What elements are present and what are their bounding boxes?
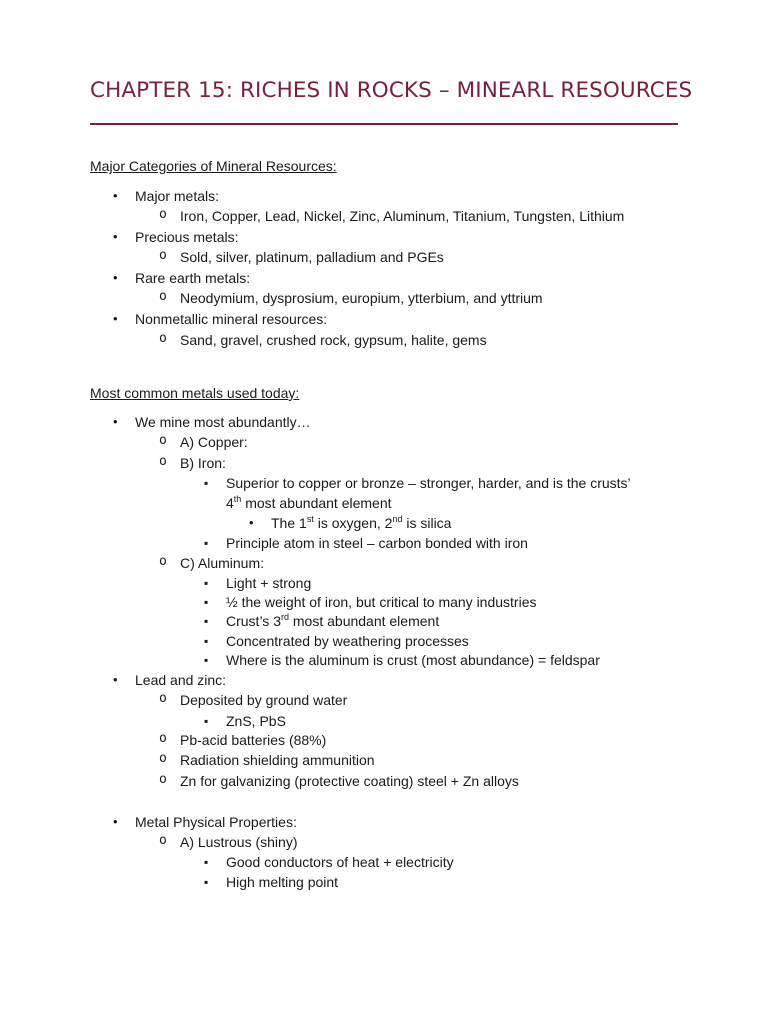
list-item-light-strong: ▪ Light + strong [226,574,311,592]
ordinal-suffix: th [233,494,242,504]
section-heading-major-categories: Major Categories of Mineral Resources: [90,158,337,174]
list-item-nonmetallic-list: o Sand, gravel, crushed rock, gypsum, halite, gems [180,331,487,349]
list-item-iron-superior: ▪ Superior to copper or bronze – stronger, harder, and is the crusts’ [226,474,631,492]
page-title: CHAPTER 15: RICHES IN ROCKS – MINEARL RESOURCES [90,78,693,103]
list-item-precious-metals-list: o Sold, silver, platinum, palladium and PGEs [180,248,444,266]
list-item-zn-galvanizing: o Zn for galvanizing (protective coating) steel + Zn alloys [180,772,519,790]
list-item-rare-earth: • Rare earth metals: [135,269,250,287]
list-item-good-conductors: ▪ Good conductors of heat + electricity [226,853,454,871]
list-item-pb-acid: o Pb-acid batteries (88%) [180,731,326,749]
list-item-lead-zinc: • Lead and zinc: [135,671,226,689]
list-item-iron-superior-cont [226,494,392,512]
list-item-iron: o B) Iron: [180,454,226,472]
list-item-copper: o A) Copper: [180,433,248,451]
list-item-oxygen: • The 1st is oxygen, 2nd is silica [271,514,451,532]
list-item-rare-earth-list: o Neodymium, dysprosium, europium, ytterbium, and yttrium [180,289,543,307]
list-item-aluminum: o C) Aluminum: [180,554,264,572]
list-item-metal-props: • Metal Physical Properties: [135,813,297,831]
list-item-concentrated: ▪ Concentrated by weathering processes [226,632,469,650]
list-item-deposited: o Deposited by ground water [180,691,347,709]
list-item-principle-atom: ▪ Principle atom in steel – carbon bonded with iron [226,534,528,552]
list-item-nonmetallic: • Nonmetallic mineral resources: [135,310,327,328]
list-item-precious-metals: • Precious metals: [135,228,238,246]
list-item-radiation: o Radiation shielding ammunition [180,751,375,769]
list-item-lustrous: o A) Lustrous (shiny) [180,833,297,851]
list-item-crust-3rd: ▪ Crust’s 3rd most abundant element [226,612,439,630]
list-item-we-mine: • We mine most abundantly… [135,413,311,431]
iron-superior-rest: most abundant element [241,495,392,511]
list-item-major-metals-list: o Iron, Copper, Lead, Nickel, Zinc, Aluminum, Titanium, Tungsten, Lithium [180,207,624,225]
list-item-zns-pbs: ▪ ZnS, PbS [226,712,286,730]
title-divider [90,123,678,125]
ordinal-number: 4 [226,495,234,511]
list-item-where-is: ▪ Where is the aluminum is crust (most abundance) = feldspar [226,651,600,669]
list-item-half-weight: ▪ ½ the weight of iron, but critical to many industries [226,593,536,611]
section-heading-common-metals: Most common metals used today: [90,385,300,401]
list-item-high-melting: ▪ High melting point [226,873,338,891]
list-item-major-metals: • Major metals: [135,187,219,205]
